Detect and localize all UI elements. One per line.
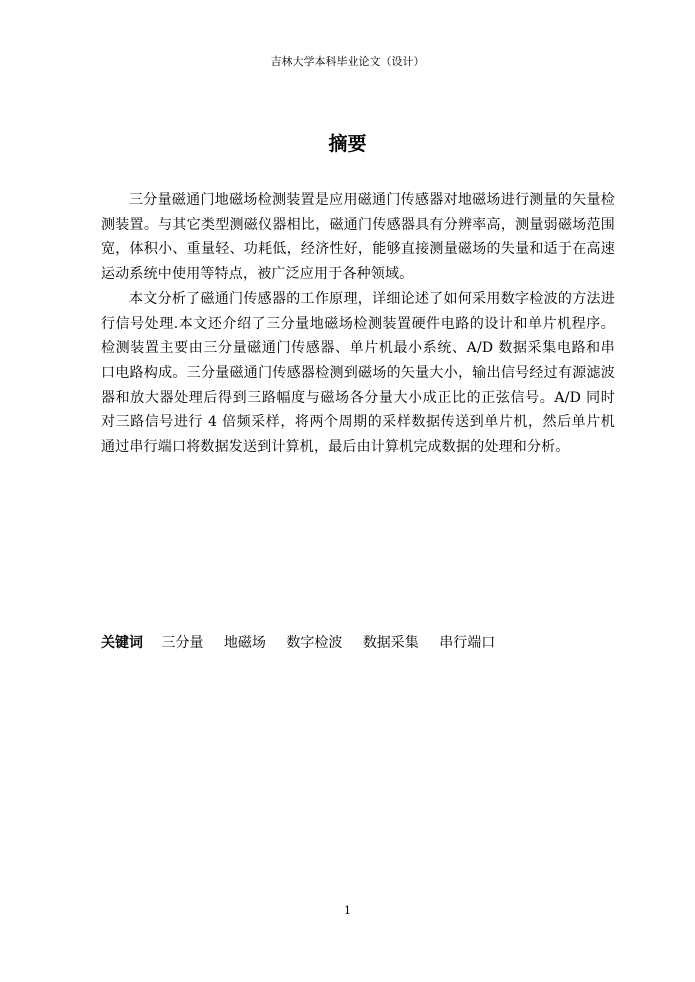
keyword-item: 三分量	[161, 635, 204, 651]
keyword-item: 串行端口	[439, 635, 496, 651]
running-header: 吉林大学本科毕业论文（设计）	[270, 55, 425, 68]
keyword-item: 数字检波	[286, 635, 343, 651]
abstract-title: 摘要	[328, 133, 367, 155]
abstract-paragraph-2: 本文分析了磁通门传感器的工作原理，详细论述了如何采用数字检波的方法进行信号处理.本文还介绍了三分量地磁场检测装置硬件电路的设计和单片机程序。检测装置主要由三分量磁通门传感器、单片机最小系统、A/D 数据采集电路和串口电路构成。三分量磁通门传感器检测到磁场的矢量大小，输出信号经过有源滤波器和放大器处理后得到三路幅度与磁场各分量大小成正比的正弦信号。A/D 同时对三路信号进行 4 倍频采样，将两个周期的采样数据传送到单片机，然后单片机通过串行端口将数据发送到计算机，最后由计算机完成数据的处理和分析。	[101, 290, 615, 456]
page-number: 1	[344, 904, 351, 917]
keywords-line	[101, 632, 615, 654]
keyword-item: 地磁场	[223, 635, 266, 651]
abstract-body	[101, 188, 615, 460]
keywords-label: 关键词	[101, 635, 143, 651]
keyword-item: 数据采集	[362, 635, 419, 651]
abstract-paragraph-1: 三分量磁通门地磁场检测装置是应用磁通门传感器对地磁场进行测量的矢量检测装置。与其它类型测磁仪器相比，磁通门传感器具有分辨率高，测量弱磁场范围宽，体积小、重量轻、功耗低，经济性好，能够直接测量磁场的失量和适于在高速运动系统中使用等特点，被广泛应用于各种领域。	[101, 192, 615, 283]
